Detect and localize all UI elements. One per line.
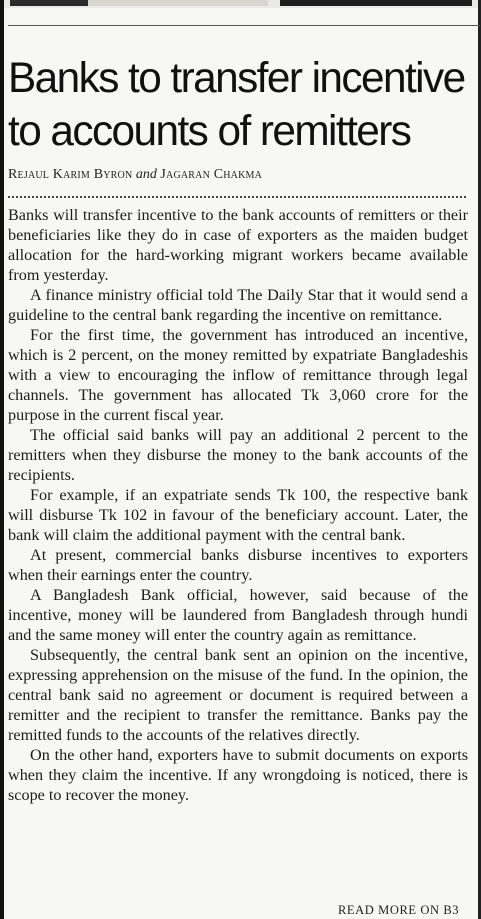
article-paragraph: Banks will transfer incentive to the bank accounts of remitters or their beneficiaries like they do in case of exporters as the maiden budget allocation for the hard-working migrant workers became available from yesterday. [8,206,468,284]
article-paragraph: At present, commercial banks disburse incentives to exporters when their earnings enter the country. [8,546,468,584]
article-paragraph: The official said banks will pay an additional 2 percent to the remitters when they disburse the money to the bank accounts of the recipients. [8,426,468,484]
section-top-rule [8,25,480,26]
article-byline [8,166,478,184]
top-photo-fragment [4,0,478,8]
article-paragraph: For example, if an expatriate sends Tk 100, the respective bank will disburse Tk 102 in favour of the beneficiary account. Later, the bank will claim the additional payment with the central bank. [8,486,468,544]
photo-dark-region-left [10,0,88,6]
article-paragraph: For the first time, the government has introduced an incentive, which is 2 percent, on the money remitted by expatriate Bangladeshis with a view to encouraging the inflow of remittance through legal channels. The government has allocated Tk 3,060 crore for the purpose in the current fiscal year. [8,326,468,424]
article-paragraph: A finance ministry official told The Daily Star that it would send a guideline to the central bank regarding the incentive on remittance. [8,286,468,324]
photo-light-region [88,0,268,6]
page-left-edge [0,0,4,919]
photo-dark-region-right [280,0,472,6]
author-1: Rejaul Karim Byron [8,167,133,182]
article-body [8,205,468,805]
byline-conjunction: and [135,167,157,182]
author-2: Jagaran Chakma [160,167,263,182]
article-paragraph: Subsequently, the central bank sent an opinion on the incentive, expressing apprehension on the misuse of the fund. In the opinion, the central bank said no agreement or document is required between a remitter and the recipient to transfer the remittance. Banks pay the remitted funds to the accounts of the relatives directly. [8,646,468,744]
article-headline: Banks to transfer incentive to accounts of remitters [8,54,465,155]
article-paragraph: On the other hand, exporters have to submit documents on exports when they claim the incentive. If any wrongdoing is noticed, there is scope to recover the money. [8,746,468,804]
read-more-jump-line: READ MORE ON B3 [338,903,460,917]
article-paragraph: A Bangladesh Bank official, however, said because of the incentive, money will be laundered from Bangladesh through hundi and the same money will enter the country again as remittance. [8,586,468,644]
byline-dotted-rule [8,196,466,198]
